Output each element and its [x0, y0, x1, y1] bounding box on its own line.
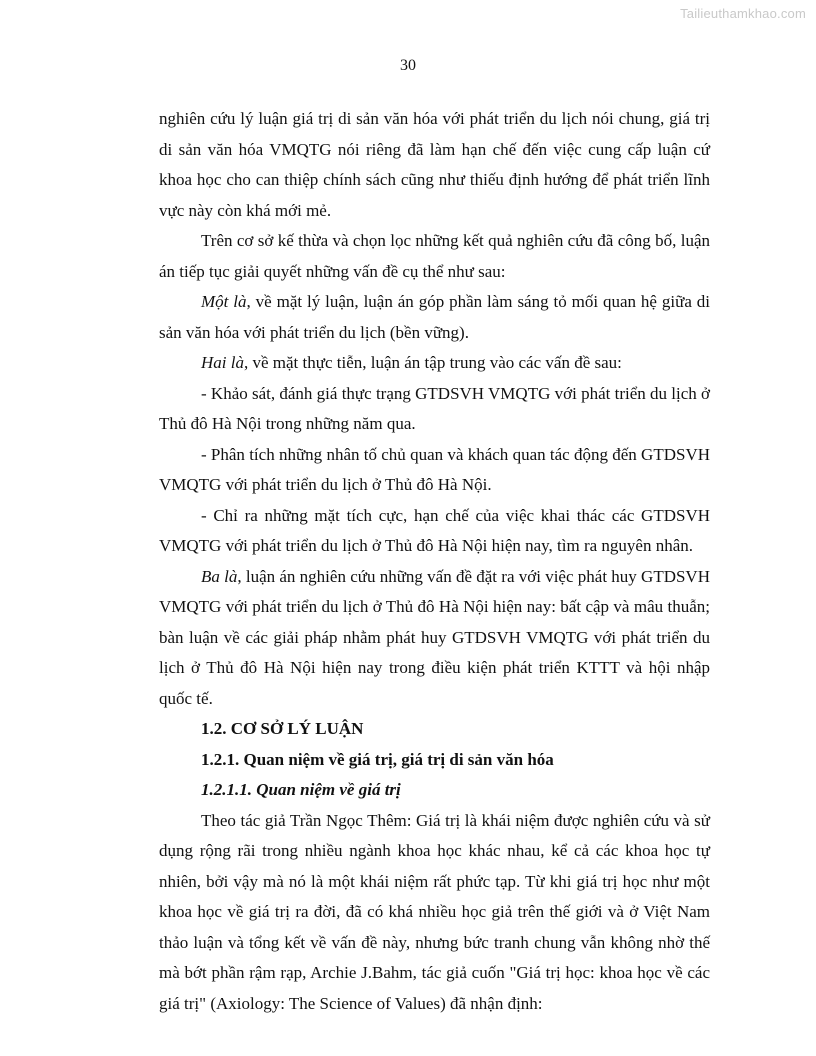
paragraph-value-concept: Theo tác giả Trần Ngọc Thêm: Giá trị là khái niệm được nghiên cứu và sử dụng rộng rãi trong nhiều ngành khoa học khác nhau, kể cả các khoa học tự nhiên, bởi vậy mà nó là một khái niệm rất phức tạp. Từ khi giá trị học như một khoa học về giá trị ra đời, đã có khá nhiều học giả trên thế giới và ở Việt Nam thảo luận và tổng kết về vấn đề này, nhưng bức tranh chung vẫn không nhờ thế mà bớt phần rậm rạp, Archie J.Bahm, tác giả cuốn "Giá trị học: khoa học về các giá trị" (Axiology: The Science of Values) đã nhận định:	[159, 810, 710, 1013]
point-one-text: , về mặt lý luận, luận án góp phần làm sáng tỏ mối quan hệ giữa di sản văn hóa với phát triển du lịch (bền vững).	[159, 292, 710, 342]
point-two-lead: Hai là	[201, 353, 244, 372]
paragraph-intro: Trên cơ sở kế thừa và chọn lọc những kết quả nghiên cứu đã công bố, luận án tiếp tục giải quyết những vấn đề cụ thể như sau:	[159, 231, 710, 281]
paragraph-point-two	[159, 348, 710, 379]
subsection-heading: 1.2.1. Quan niệm về giá trị, giá trị di sản văn hóa	[201, 749, 554, 769]
bullet-analysis: - Phân tích những nhân tố chủ quan và khách quan tác động đến GTDSVH VMQTG với phát triển du lịch ở Thủ đô Hà Nội.	[159, 444, 710, 494]
point-three-lead: Ba là	[201, 566, 238, 586]
subsubsection-heading: 1.2.1.1. Quan niệm về giá trị	[201, 780, 401, 799]
point-one-lead: Một là	[201, 292, 247, 311]
point-three-text: , luận án nghiên cứu những vấn đề đặt ra với việc phát huy GTDSVH VMQTG với phát triển du lịch ở Thủ đô Hà Nội hiện nay: bất cập và mâu thuẫn; bàn luận về các giải pháp nhằm phát huy GTDSVH VMQTG với phát triển du lịch ở Thủ đô Hà Nội hiện nay trong điều kiện phát triển KTTT và hội nhập quốc tế.	[159, 566, 710, 708]
bullet-survey: - Khảo sát, đánh giá thực trạng GTDSVH VMQTG với phát triển du lịch ở Thủ đô Hà Nội trong những năm qua.	[159, 383, 710, 433]
section-heading: 1.2. CƠ SỞ LÝ LUẬN	[201, 719, 364, 738]
page-number: 30	[400, 57, 416, 74]
watermark: Tailieuthamkhao.com	[680, 6, 806, 21]
paragraph-point-three	[159, 562, 710, 715]
paragraph-continuation: nghiên cứu lý luận giá trị di sản văn hóa với phát triển du lịch nói chung, giá trị di sản văn hóa VMQTG nói riêng đã làm hạn chế đến việc cung cấp luận cứ khoa học cho can thiệp chính sách cũng như thiếu định hướng để phát triển lĩnh vực này còn khá mới mẻ.	[159, 109, 710, 220]
point-two-text: , về mặt thực tiễn, luận án tập trung vào các vấn đề sau:	[243, 353, 622, 372]
document-body	[159, 104, 710, 1019]
bullet-findings: - Chỉ ra những mặt tích cực, hạn chế của việc khai thác các GTDSVH VMQTG với phát triển du lịch ở Thủ đô Hà Nội hiện nay, tìm ra nguyên nhân.	[159, 505, 710, 555]
paragraph-point-one	[159, 287, 710, 348]
